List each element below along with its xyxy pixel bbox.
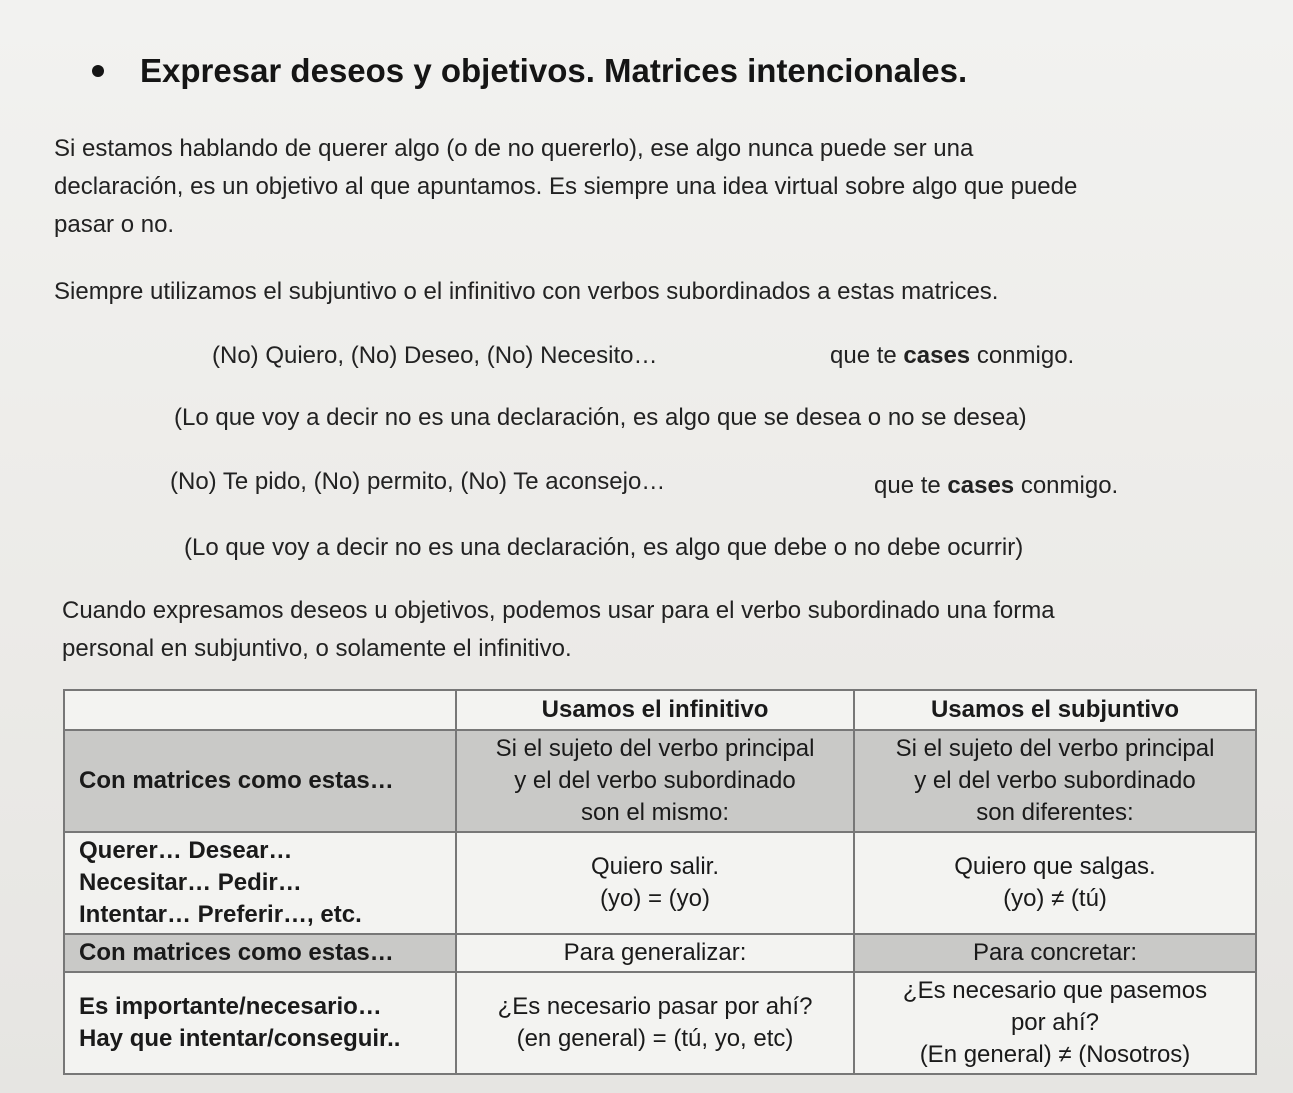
rule-paragraph — [54, 273, 1254, 311]
row2-subjunctive-line: (yo) ≠ (tú) — [1003, 885, 1107, 912]
bullet-icon — [92, 65, 104, 77]
row4-subjunctive-line: ¿Es necesario que pasemos — [902, 977, 1208, 1004]
example1-clause-verb: cases — [903, 342, 971, 369]
example1-matrix: (No) Quiero, (No) Deseo, (No) Necesito… — [212, 342, 658, 369]
intro-paragraph — [54, 130, 1254, 244]
closing-paragraph — [62, 592, 1262, 668]
intro-line: declaración, es un objetivo al que apuntamos. Es siempre una idea virtual sobre algo que puede — [54, 173, 1078, 200]
row3-subjunctive: Para concretar: — [854, 934, 1256, 972]
closing-line: personal en subjuntivo, o solamente el infinitivo. — [62, 635, 572, 662]
example2-clause-before: que te — [874, 472, 948, 499]
row2-label-line: Intentar… Preferir…, etc. — [79, 901, 362, 928]
example2-clause-after: conmigo. — [1014, 472, 1119, 499]
rule-line: Siempre utilizamos el subjuntivo o el infinitivo con verbos subordinados a estas matrices. — [54, 278, 999, 305]
row2-label-line: Necesitar… Pedir… — [79, 869, 302, 896]
section-heading — [92, 52, 967, 90]
table-row — [64, 934, 1256, 972]
grammar-table — [63, 689, 1257, 1075]
table-header-infinitive: Usamos el infinitivo — [456, 690, 854, 730]
row3-infinitive: Para generalizar: — [456, 934, 854, 972]
table-header-row — [64, 690, 1256, 730]
row2-infinitive-line: Quiero salir. — [590, 853, 720, 880]
row2-label — [64, 832, 456, 934]
row4-infinitive — [456, 972, 854, 1074]
row1-subjunctive-line: son diferentes: — [976, 799, 1134, 826]
row2-subjunctive-line: Quiero que salgas. — [954, 853, 1156, 880]
row2-infinitive — [456, 832, 854, 934]
example1-clause — [830, 342, 1074, 370]
table-row — [64, 730, 1256, 832]
row2-infinitive-line: (yo) = (yo) — [599, 885, 710, 912]
row3-label: Con matrices como estas… — [64, 934, 456, 972]
row1-label: Con matrices como estas… — [64, 730, 456, 832]
table-row — [64, 832, 1256, 934]
row4-label — [64, 972, 456, 1074]
table-row — [64, 972, 1256, 1074]
example1-clause-after: conmigo. — [970, 342, 1075, 369]
row1-infinitive-line: son el mismo: — [580, 799, 730, 826]
row1-subjunctive — [854, 730, 1256, 832]
row2-subjunctive — [854, 832, 1256, 934]
example1-explanation: (Lo que voy a decir no es una declaración, es algo que se desea o no se desea) — [174, 404, 1027, 431]
row1-infinitive-line: Si el sujeto del verbo principal — [495, 735, 815, 762]
row1-subjunctive-line: Si el sujeto del verbo principal — [895, 735, 1215, 762]
section-heading-text: Expresar deseos y objetivos. Matrices intencionales. — [140, 52, 968, 89]
row4-subjunctive-line: (En general) ≠ (Nosotros) — [919, 1041, 1191, 1068]
example2-explanation: (Lo que voy a decir no es una declaración, es algo que debe o no debe ocurrir) — [184, 534, 1024, 561]
table-header-subjunctive: Usamos el subjuntivo — [854, 690, 1256, 730]
example2-matrix: (No) Te pido, (No) permito, (No) Te aconsejo… — [170, 468, 666, 495]
example2-clause — [874, 472, 1118, 500]
example2-clause-verb: cases — [947, 472, 1015, 499]
intro-line: Si estamos hablando de querer algo (o de no quererlo), ese algo nunca puede ser una — [54, 135, 974, 162]
table-header-empty — [64, 690, 456, 730]
row4-infinitive-line: ¿Es necesario pasar por ahí? — [497, 993, 813, 1020]
row1-infinitive — [456, 730, 854, 832]
row4-label-line: Es importante/necesario… — [79, 993, 382, 1020]
intro-line: pasar o no. — [54, 211, 175, 238]
row1-subjunctive-line: y el del verbo subordinado — [914, 767, 1196, 794]
closing-line: Cuando expresamos deseos u objetivos, podemos usar para el verbo subordinado una forma — [62, 597, 1055, 624]
row4-infinitive-line: (en general) = (tú, yo, etc) — [516, 1025, 794, 1052]
example1-clause-before: que te — [830, 342, 904, 369]
row1-infinitive-line: y el del verbo subordinado — [514, 767, 796, 794]
row2-label-line: Querer… Desear… — [79, 837, 293, 864]
row4-subjunctive-line: por ahí? — [1010, 1009, 1100, 1036]
row4-label-line: Hay que intentar/conseguir.. — [79, 1025, 401, 1052]
row4-subjunctive — [854, 972, 1256, 1074]
